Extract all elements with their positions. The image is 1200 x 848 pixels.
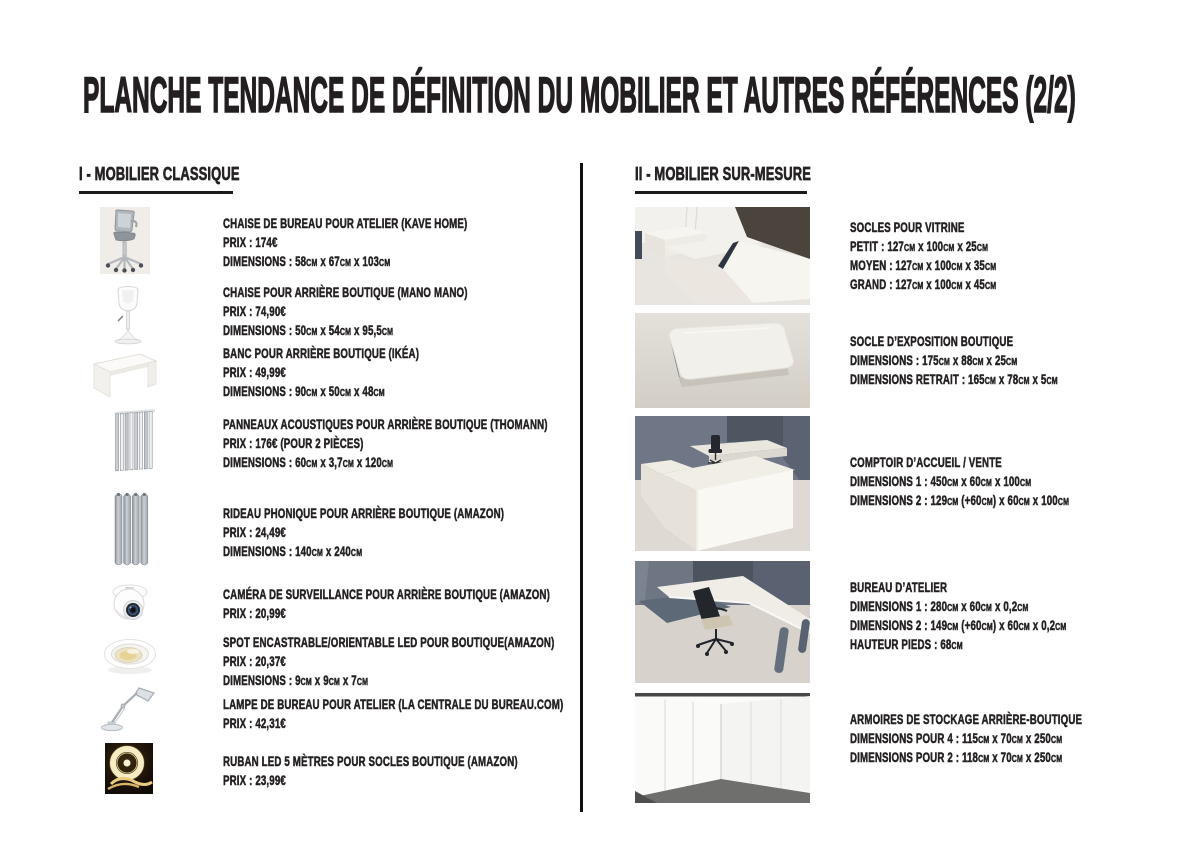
item-price: PRIX : 24,49€ — [223, 525, 286, 540]
item-price: PRIX : 20,37€ — [223, 654, 286, 669]
item-dimensions: DIMENSIONS : 140CM x 240CM — [223, 544, 363, 559]
page-title — [83, 67, 1200, 123]
section-heading-classique: I - MOBILIER CLASSIQUE — [79, 163, 240, 184]
item-spec: MOYEN : 127CM x 100CM x 35CM — [850, 258, 997, 273]
exhibition-plinth-render-image — [635, 313, 810, 408]
item-text — [223, 283, 563, 340]
acoustic-curtain-image — [114, 489, 149, 569]
item-dimensions: DIMENSIONS : 9CM x 9CM x 7CM — [223, 673, 369, 688]
heading-underline — [79, 191, 233, 194]
item-title: SOCLE D’EXPOSITION BOUTIQUE — [850, 334, 1014, 349]
item-spec: DIMENSIONS 1 : 450CM x 60CM x 100CM — [850, 474, 1032, 489]
item-spec: DIMENSIONS 2 : 149CM (+60CM) x 60CM x 0,2CM — [850, 618, 1067, 633]
display-plinths-render-image — [635, 207, 810, 305]
item-text — [223, 344, 495, 401]
item-title: BANC POUR ARRIÈRE BOUTIQUE (IKÉA) — [223, 346, 420, 361]
item-text — [223, 214, 562, 271]
recessed-spot-image — [103, 634, 158, 676]
security-camera-image — [107, 582, 153, 627]
tulip-chair-image — [109, 285, 147, 345]
item-title: RIDEAU PHONIQUE POUR ARRIÈRE BOUTIQUE (AMAZON) — [223, 506, 505, 521]
item-dimensions: DIMENSIONS : 58CM x 67CM x 103CM — [223, 254, 391, 269]
item-price: PRIX : 42,31€ — [223, 716, 286, 731]
item-title: SOCLES POUR VITRINE — [850, 220, 965, 235]
item-dimensions: DIMENSIONS : 90CM x 50CM x 48CM — [223, 384, 385, 399]
item-text — [223, 585, 677, 623]
item-text — [850, 453, 1154, 510]
reception-counter-render-image — [635, 416, 810, 551]
item-title: CHAISE POUR ARRIÈRE BOUTIQUE (MANO MANO) — [223, 285, 468, 300]
item-title: PANNEAUX ACOUSTIQUES POUR ARRIÈRE BOUTIQUE (THOMANN) — [223, 417, 548, 432]
item-text — [223, 695, 696, 733]
item-price: PRIX : 176€ (POUR 2 PIÈCES) — [223, 436, 364, 451]
item-title: ARMOIRES DE STOCKAGE ARRIÈRE-BOUTIQUE — [850, 712, 1083, 727]
acoustic-panels-image — [114, 403, 156, 473]
item-spec: DIMENSIONS RETRAIT : 165CM x 78CM x 5CM — [850, 372, 1058, 387]
storage-cabinets-render-image — [635, 691, 810, 803]
item-text — [223, 633, 683, 690]
item-text — [850, 218, 1053, 294]
item-dimensions: DIMENSIONS : 50CM x 54CM x 95,5CM — [223, 323, 394, 338]
item-price: PRIX : 20,99€ — [223, 606, 286, 621]
item-title: SPOT ENCASTRABLE/ORIENTABLE LED POUR BOUTIQUE(AMAZON) — [223, 635, 555, 650]
led-strip-image — [105, 743, 153, 794]
item-title: CHAISE DE BUREAU POUR ATELIER (KAVE HOME) — [223, 216, 468, 231]
item-price: PRIX : 49,99€ — [223, 365, 286, 380]
item-dimensions: DIMENSIONS : 60CM x 3,7CM x 120CM — [223, 455, 394, 470]
item-price: PRIX : 174€ — [223, 235, 278, 250]
page-title-text: PLANCHE TENDANCE DE DÉFINITION DU MOBILIER ET AUTRES RÉFÉRENCES (2/2) — [83, 67, 1076, 123]
item-spec: GRAND : 127CM x 100CM x 45CM — [850, 277, 997, 292]
item-text — [223, 415, 674, 472]
item-spec: DIMENSIONS 1 : 280CM x 60CM x 0,2CM — [850, 599, 1029, 614]
item-spec: DIMENSIONS : 175CM x 88CM x 25CM — [850, 353, 1018, 368]
section-heading-sur-mesure: II - MOBILIER SUR-MESURE — [635, 163, 812, 184]
item-spec: DIMENSIONS POUR 4 : 115CM x 70CM x 250CM — [850, 731, 1063, 746]
item-title: LAMPE DE BUREAU POUR ATELIER (LA CENTRALE DU BUREAU.COM) — [223, 697, 564, 712]
item-title: CAMÉRA DE SURVEILLANCE POUR ARRIÈRE BOUTIQUE (AMAZON) — [223, 587, 550, 602]
item-price: PRIX : 74,90€ — [223, 304, 286, 319]
item-text — [223, 752, 632, 790]
item-spec: DIMENSIONS 2 : 129CM (+60CM) x 60CM x 100CM — [850, 493, 1070, 508]
item-title: BUREAU D’ATELIER — [850, 580, 948, 595]
item-text — [850, 332, 1139, 389]
office-chair-image — [100, 207, 150, 274]
item-text — [850, 578, 1151, 654]
item-spec: PETIT : 127CM x 100CM x 25CM — [850, 239, 989, 254]
item-title: COMPTOIR D’ACCUEIL / VENTE — [850, 455, 1002, 470]
item-spec: HAUTEUR PIEDS : 68CM — [850, 637, 963, 652]
item-price: PRIX : 23,99€ — [223, 773, 286, 788]
item-spec: DIMENSIONS POUR 2 : 118CM x 70CM x 250CM — [850, 750, 1063, 765]
item-title: RUBAN LED 5 MÈTRES POUR SOCLES BOUTIQUE (AMAZON) — [223, 754, 518, 769]
heading-underline — [635, 191, 807, 194]
item-text — [223, 504, 613, 561]
item-text — [850, 710, 1172, 767]
workshop-desk-render-image — [635, 561, 810, 683]
bench-image — [92, 352, 158, 398]
desk-lamp-image — [99, 684, 157, 732]
